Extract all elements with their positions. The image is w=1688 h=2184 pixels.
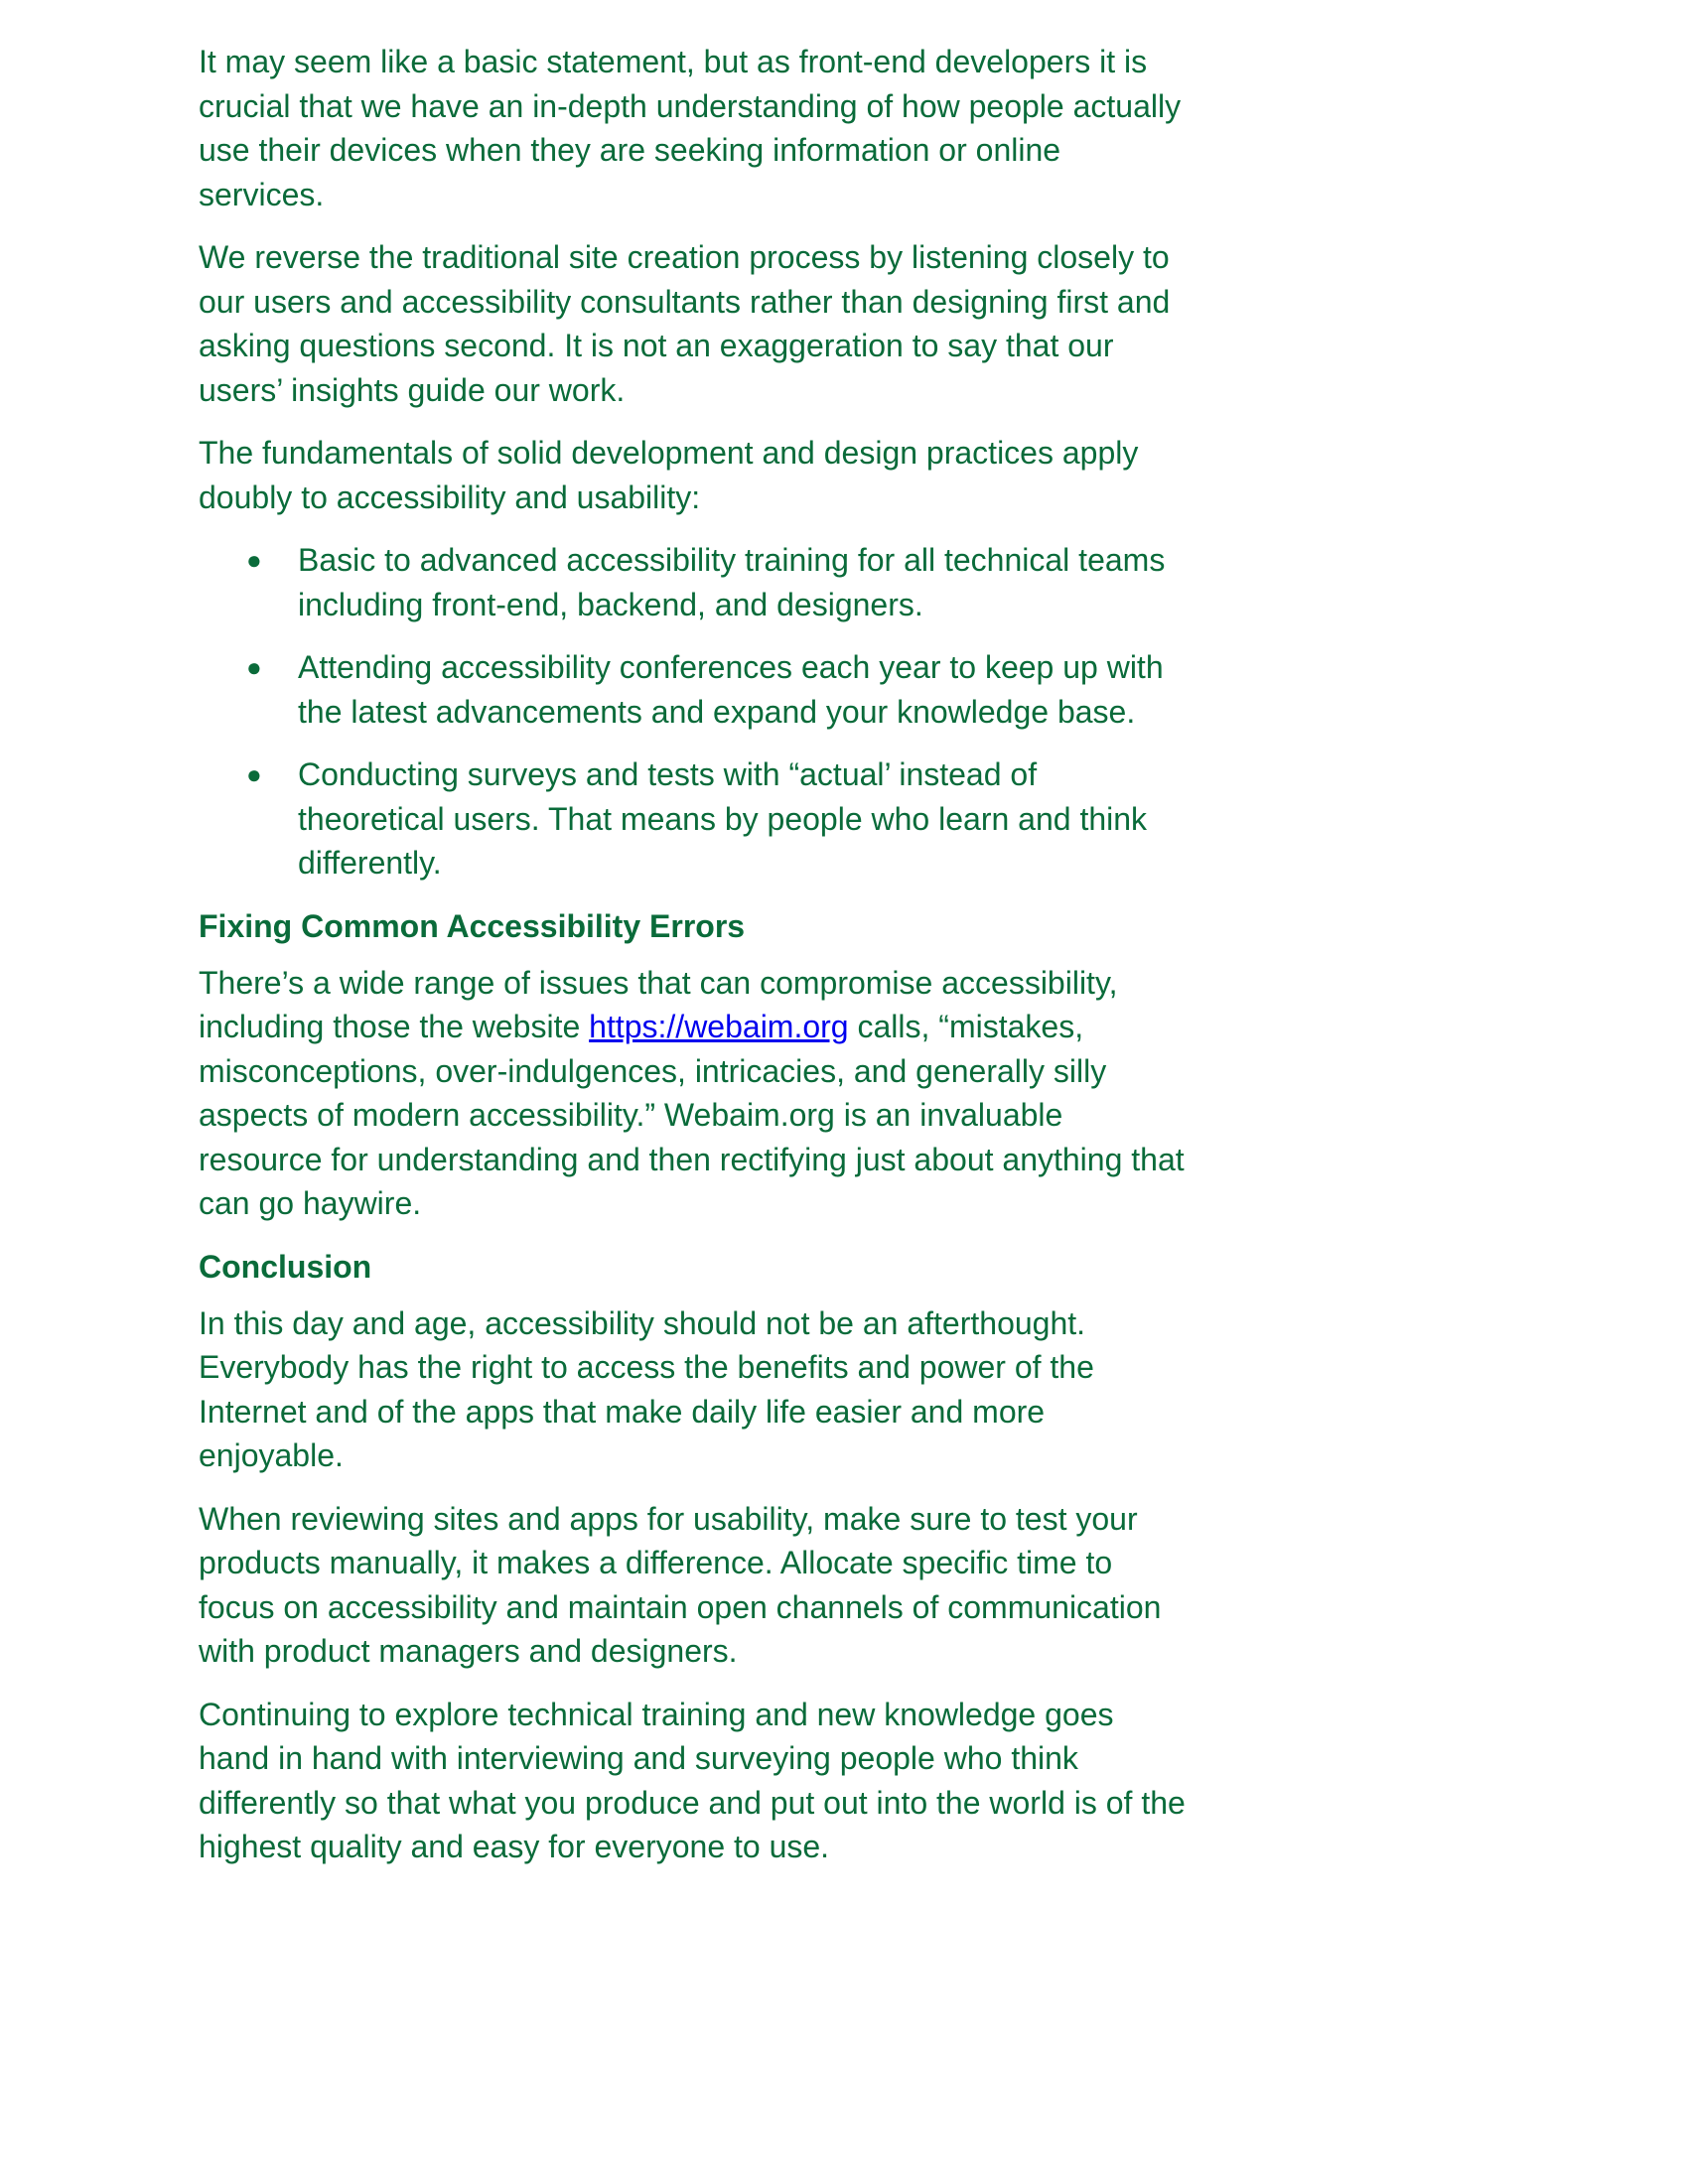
- list-item: [199, 645, 1192, 734]
- document-body: [199, 40, 1192, 1888]
- conclusion-paragraph-1: In this day and age, accessibility should not be an afterthought. Everybody has the right to access the benefits and power of the Internet and of the apps that make daily life easier and more enjoyable.: [199, 1304, 1094, 1473]
- errors-paragraph: [199, 961, 1192, 1226]
- bullet-icon: ●: [246, 759, 262, 789]
- errors-text-after-link: calls, “mistakes, misconceptions, over-indulgences, intricacies, and generally silly aspects of modern accessibility.” Webaim.org is an invaluable resource for understanding and then rectifying just about anything that can go haywire.: [199, 1009, 1185, 1221]
- list-item-text: Basic to advanced accessibility training for all technical teams including front-end, backend, and designers.: [298, 542, 1166, 622]
- intro-paragraph-1: It may seem like a basic statement, but as front-end developers it is crucial that we have an in-depth understanding of how people actually use their devices when they are seeking information or online services.: [199, 44, 1182, 212]
- practices-list: [199, 538, 1192, 886]
- conclusion-paragraph-2: When reviewing sites and apps for usability, make sure to test your products manually, it makes a difference. Allocate specific time to focus on accessibility and maintain open channels of communication with product managers and designers.: [199, 1500, 1162, 1669]
- bullet-icon: ●: [246, 545, 262, 575]
- conclusion-heading: Conclusion: [199, 1248, 372, 1285]
- webaim-link[interactable]: https://webaim.org: [589, 1009, 849, 1044]
- bullet-icon: ●: [246, 652, 262, 682]
- list-item-text: Conducting surveys and tests with “actual’ instead of theoretical users. That means by people who learn and think differently.: [298, 756, 1148, 881]
- conclusion-paragraph-3: Continuing to explore technical training and new knowledge goes hand in hand with interviewing and surveying people who think differently so that what you produce and put out into the world is of the highest quality and easy for everyone to use.: [199, 1696, 1186, 1864]
- list-item: [199, 752, 1192, 886]
- intro-paragraph-2: We reverse the traditional site creation process by listening closely to our users and accessibility consultants rather than designing first and asking questions second. It is not an exaggeration to say that our users’ insights guide our work.: [199, 239, 1171, 408]
- list-item-text: Attending accessibility conferences each year to keep up with the latest advancements and expand your knowledge base.: [298, 649, 1164, 730]
- errors-heading: Fixing Common Accessibility Errors: [199, 907, 746, 944]
- intro-paragraph-3: The fundamentals of solid development and design practices apply doubly to accessibility and usability:: [199, 435, 1139, 515]
- list-item: [199, 538, 1192, 626]
- errors-text-before-link: There’s a wide range of issues that can compromise accessibility, including those the website: [199, 964, 1118, 1044]
